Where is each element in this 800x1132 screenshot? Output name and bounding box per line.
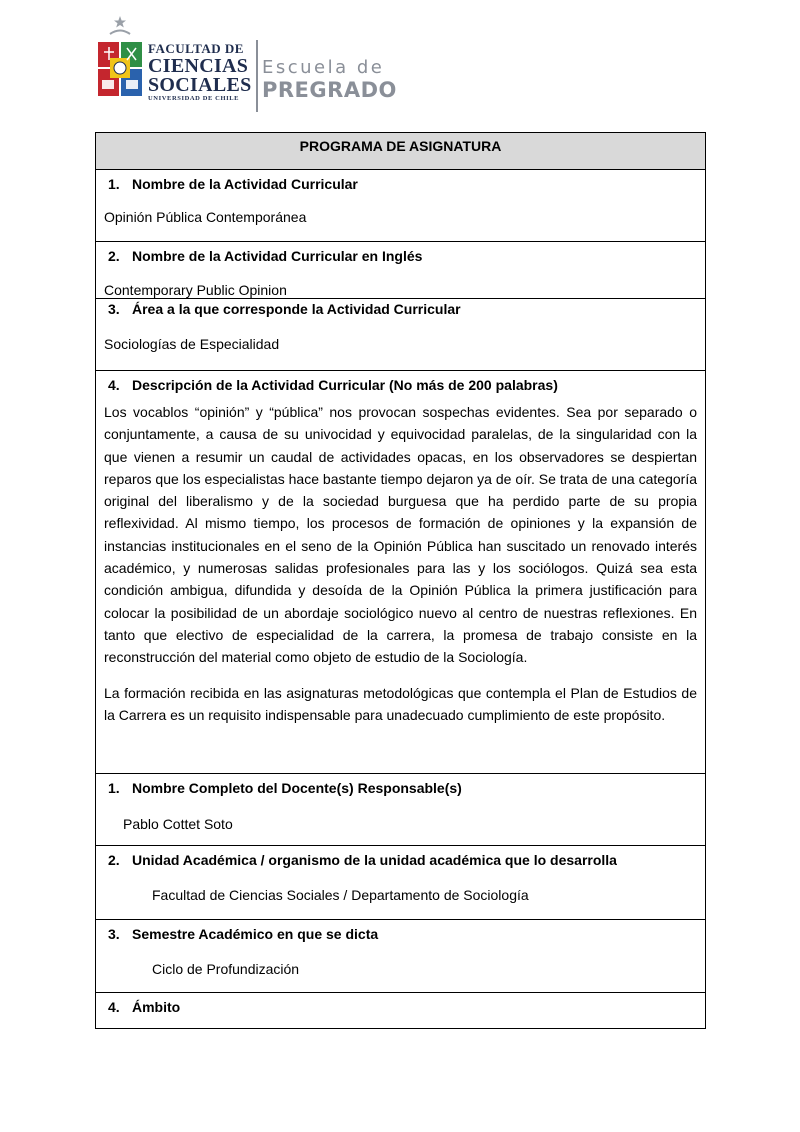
section-value: Ciclo de Profundización [152,961,300,977]
faculty-wordmark [148,42,252,103]
section-heading: 1. Nombre de la Actividad Curricular [108,176,358,192]
section-value: Pablo Cottet Soto [123,816,233,832]
faculty-line-1: FACULTAD DE [148,41,244,56]
faculty-line-3: SOCIALES [148,74,252,96]
section-heading: 4. Ámbito [108,999,181,1015]
section-value: Sociologías de Especialidad [104,336,280,352]
faculty-line-2: CIENCIAS [148,55,249,77]
section-heading: 1. Nombre Completo del Docente(s) Responsable(s) [108,780,462,796]
section-semester [96,919,705,992]
description-paragraph-1: Los vocablos “opinión” y “pública” nos provocan sospechas evidentes. Sea por separado o conjuntamente, a causa de su univocidad y equivocidad paralelas, de la singularidad con la que vienen a resumir un caudal de actividades opacas, en los observadores se despiertan reparos que los especialistas hace bastante tiempo dejaron ya de oír. Se trata de una categoría original del liberalismo y de la sociedad burguesa que ha perdido parte de su propia reflexividad. Al mismo tiempo, los procesos de formación de opiniones y la expansión de instancias institucionales en el seno de la Opinión Pública han suscitado un renovado interés académico, y numerosas salidas profesionales para las y los sociólogos. Quizá sea esta condición ambigua, difundida y desoída de la Opinión Pública la primera justificación para colocar la posibilidad de un abordaje sociológico nuevo al centro de nuestras reflexiones. En tanto que electivo de especialidad de la carrera, la promesa de trabajo consiste en la reconstrucción del material como objeto de estudio de la Sociología. [104,404,697,666]
section-activity-name [96,169,705,241]
section-teacher [96,773,705,845]
header-divider [256,40,258,112]
section-value: Facultad de Ciencias Sociales / Departamento de Sociología [152,887,529,903]
section-heading: 2. Unidad Académica / organismo de la unidad académica que lo desarrolla [108,852,617,868]
page-header [96,14,416,104]
section-heading: 3. Área a la que corresponde la Actividad Curricular [108,301,461,317]
section-description [96,370,705,773]
table-title: PROGRAMA DE ASIGNATURA [96,133,705,169]
section-heading: 4. Descripción de la Actividad Curricular (No más de 200 palabras) [108,377,558,393]
section-value: Opinión Pública Contemporánea [104,209,307,225]
university-shield-logo [96,14,144,104]
faculty-line-4: UNIVERSIDAD DE CHILE [148,95,240,102]
section-academic-unit [96,845,705,919]
program-table [95,132,706,1029]
section-heading: 2. Nombre de la Actividad Curricular en Inglés [108,248,423,264]
section-curricular-area [96,298,705,370]
section-activity-name-english [96,241,705,298]
section-scope [96,992,705,1028]
school-name: PREGRADO [262,78,397,102]
description-paragraph-2: La formación recibida en las asignaturas metodológicas que contempla el Plan de Estudios de la Carrera es un requisito indispensable para unadecuado cumplimiento de este propósito. [104,684,697,723]
section-value: Contemporary Public Opinion [104,282,287,298]
section-heading: 3. Semestre Académico en que se dicta [108,926,379,942]
school-label: Escuela de [262,57,385,78]
